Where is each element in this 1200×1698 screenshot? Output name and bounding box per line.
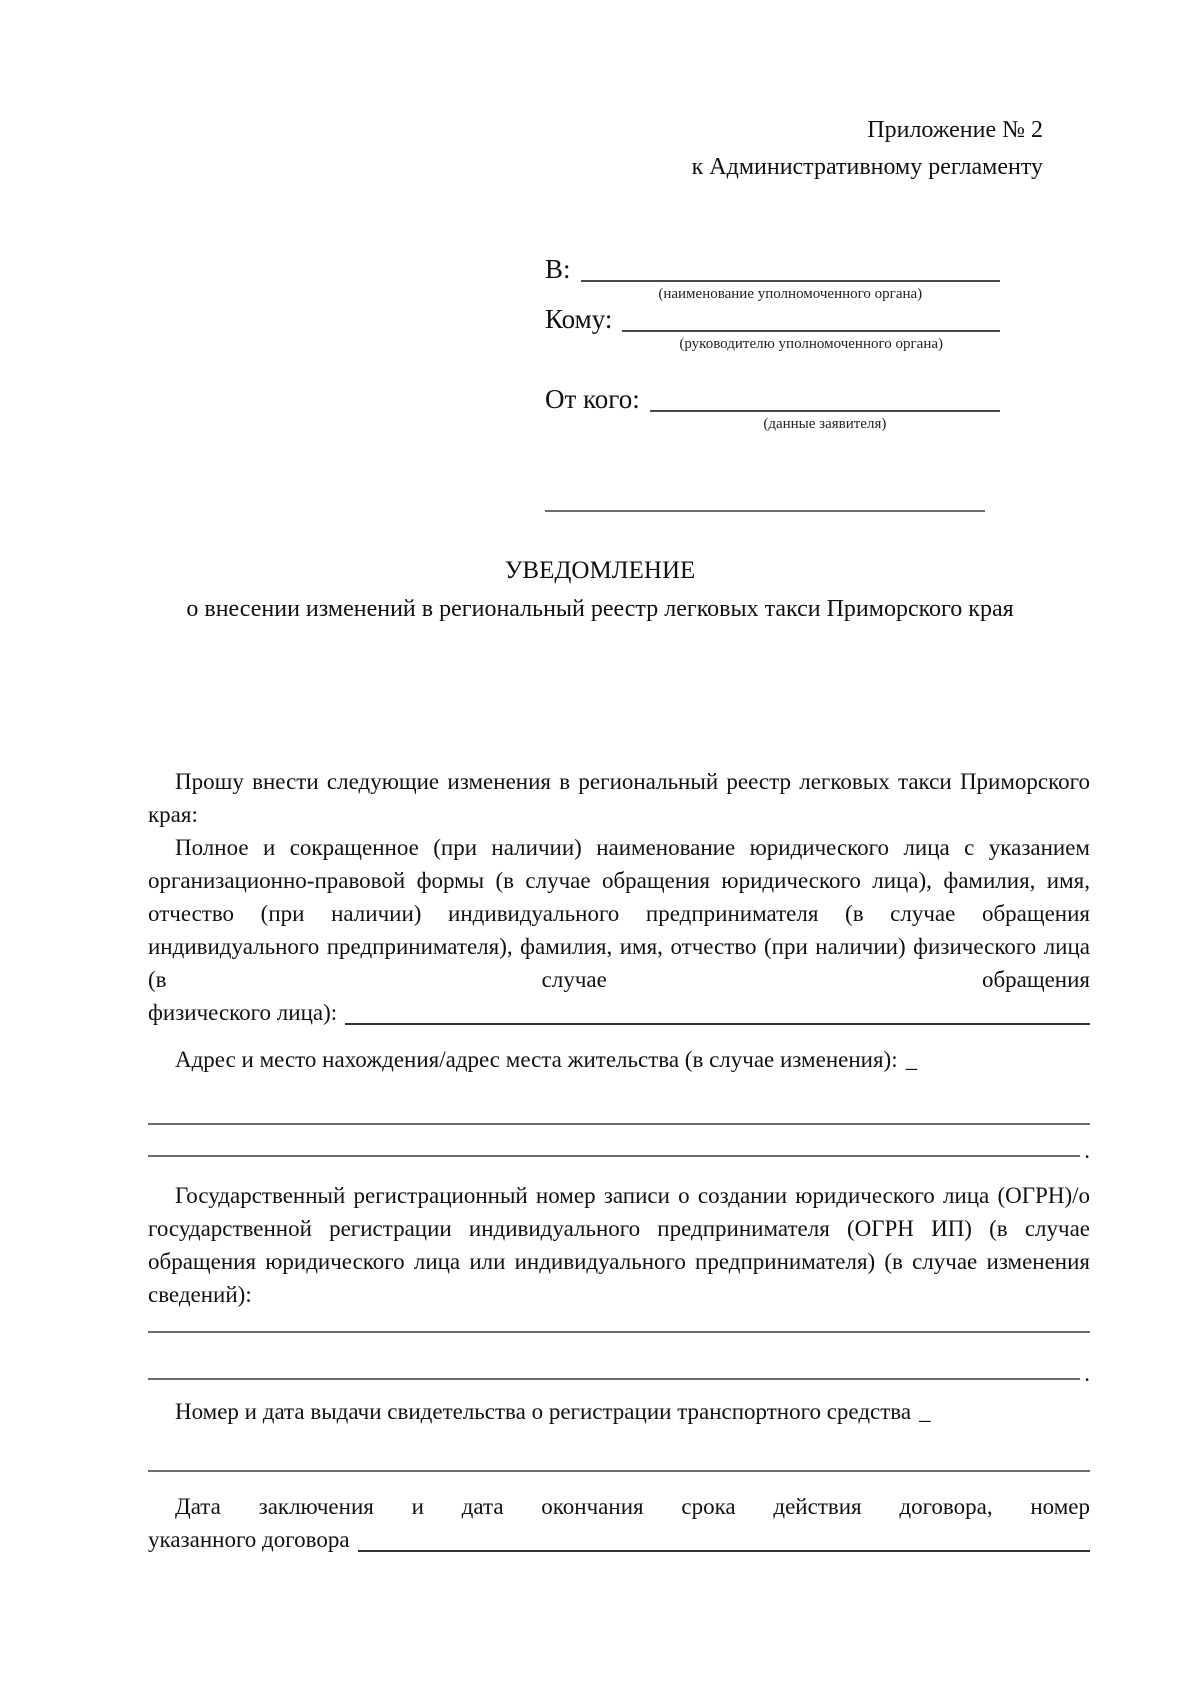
address-blank-line-2 bbox=[148, 1138, 1090, 1163]
intro-paragraph: Прошу внести следующие изменения в региональный реестр легковых такси Приморского края: bbox=[148, 769, 1090, 827]
name-field-blank-line bbox=[345, 1023, 1090, 1025]
field-whom-blank-line bbox=[622, 330, 1000, 352]
ogrn-blank-line-1 bbox=[148, 1319, 1090, 1333]
contract-field-last-line bbox=[148, 1523, 1090, 1556]
blank-rule bbox=[148, 1378, 1080, 1380]
line-terminator-period: . bbox=[1084, 1138, 1090, 1163]
name-field-last-line-text: физического лица): bbox=[148, 1000, 338, 1025]
field-from bbox=[545, 382, 1000, 432]
contract-blank-line bbox=[358, 1550, 1090, 1552]
contract-field-paragraph: Дата заключения и дата окончания срока действия договора, номер bbox=[175, 1494, 1090, 1519]
appendix-regulation: к Административному регламенту bbox=[691, 154, 1043, 180]
field-from-blank-line bbox=[650, 410, 1000, 432]
vehicle-cert-blank-line bbox=[148, 1458, 1090, 1472]
vehicle-cert-tail-underscore: _ bbox=[919, 1399, 931, 1424]
document-subtitle: о внесении изменений в региональный реестр легковых такси Приморского края bbox=[186, 596, 1014, 622]
address-field-tail-underscore: _ bbox=[905, 1047, 918, 1072]
field-to-label: В: bbox=[545, 254, 571, 284]
document-body bbox=[148, 765, 1090, 1556]
document-title: УВЕДОМЛЕНИЕ bbox=[504, 557, 696, 584]
recipient-block bbox=[545, 252, 1000, 512]
vehicle-cert-field-line bbox=[148, 1395, 1090, 1428]
address-field-label: Адрес и место нахождения/адрес места жительства (в случае изменения): bbox=[175, 1047, 898, 1072]
field-to-caption: (наименование уполномоченного органа) bbox=[658, 286, 923, 302]
field-whom-label: Кому: bbox=[545, 304, 613, 334]
contract-field-last-line-text: указанного договора bbox=[148, 1527, 350, 1552]
blank-rule bbox=[148, 1123, 1090, 1125]
applicant-extra-blank-line bbox=[545, 510, 985, 512]
field-to-blank-line bbox=[581, 280, 1000, 302]
vehicle-cert-field-label: Номер и дата выдачи свидетельства о регистрации транспортного средства bbox=[175, 1399, 912, 1424]
ogrn-field-paragraph: Государственный регистрационный номер записи о создании юридического лица (ОГРН)/о государственной регистрации индивидуального предпринимателя (ОГРН ИП) (в случае обращения юридического лица или индивидуального предпринимателя) (в случае изменения сведений): bbox=[148, 1183, 1090, 1307]
appendix-number: Приложение № 2 bbox=[867, 117, 1043, 143]
field-from-caption: (данные заявителя) bbox=[763, 416, 887, 432]
address-field-line bbox=[148, 1043, 1090, 1076]
appendix-header bbox=[692, 112, 1043, 186]
line-terminator-period: . bbox=[1084, 1361, 1090, 1386]
field-from-label: От кого: bbox=[545, 384, 640, 414]
title-block bbox=[0, 556, 1200, 624]
name-field-last-line bbox=[148, 996, 1090, 1029]
blank-rule bbox=[148, 1155, 1080, 1157]
field-whom-caption: (руководителю уполномоченного органа) bbox=[679, 336, 943, 352]
blank-rule bbox=[148, 1470, 1090, 1472]
blank-rule bbox=[148, 1331, 1090, 1333]
ogrn-blank-line-2 bbox=[148, 1361, 1090, 1386]
field-whom bbox=[545, 302, 1000, 352]
field-to bbox=[545, 252, 1000, 302]
name-field-paragraph: Полное и сокращенное (при наличии) наименование юридического лица с указанием организационно-правовой формы (в случае обращения юридического лица), фамилия, имя, отчество (при наличии) индивидуального предпринимателя (в случае обращения индивидуального предпринимателя), фамилия, имя, отчество (при наличии) физического лица (в случае обращения bbox=[148, 835, 1090, 992]
address-blank-line-1 bbox=[148, 1111, 1090, 1125]
